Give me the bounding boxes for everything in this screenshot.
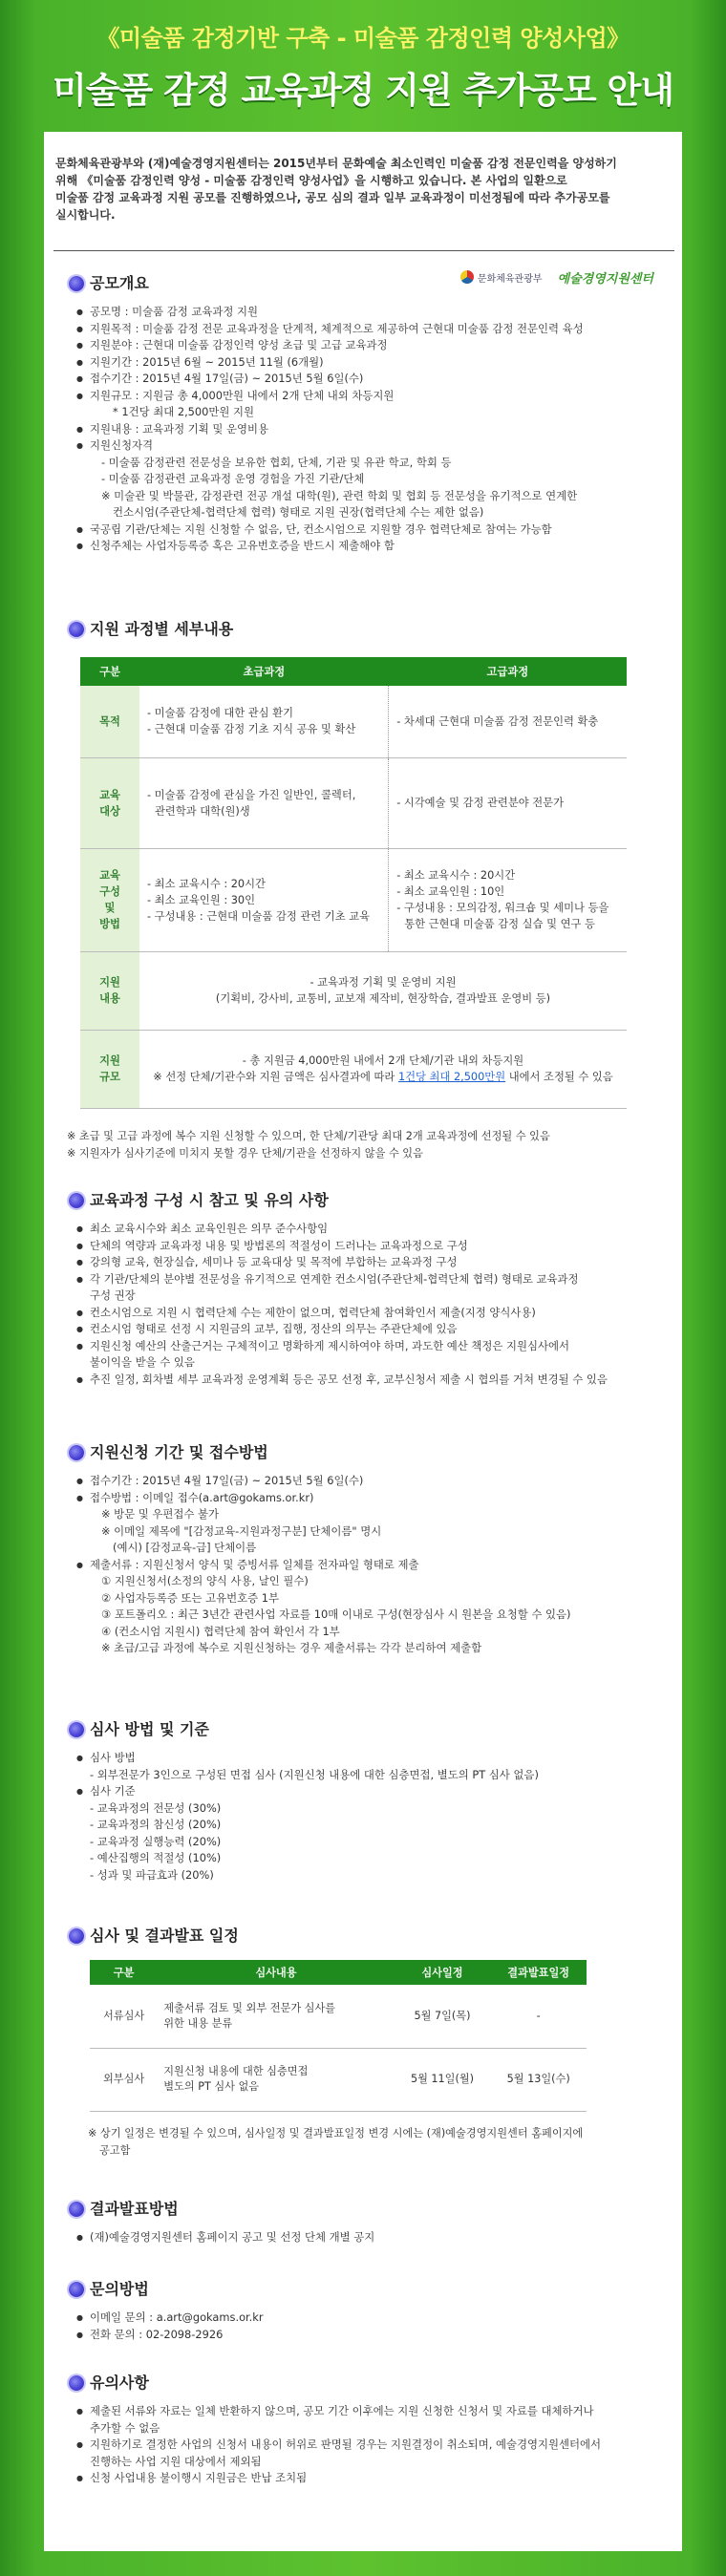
table-cell: - 차세대 근현대 미술품 감정 전문인력 확충 bbox=[389, 686, 627, 757]
row-header-line: 내용 bbox=[99, 992, 120, 1005]
overview-list bbox=[76, 304, 659, 555]
phone-contact: ● 전화 문의 : 02-2098-2926 bbox=[76, 2327, 659, 2344]
list-subitem: ④ (컨소시엄 지원시) 협력단체 참여 확인서 각 1부 bbox=[101, 1624, 340, 1638]
intro-line: 미술품 감정 교육과정 지원 공모를 진행하였으나, 공모 심의 결과 일부 교육과정이 미선정됨에 따라 추가공모를 bbox=[55, 191, 610, 204]
cell-line: (기획비, 강사비, 교통비, 교보재 제작비, 현장학습, 결과발표 운영비 등) bbox=[215, 992, 551, 1005]
section-title bbox=[67, 2373, 659, 2394]
row-header-line: 방법 bbox=[99, 918, 120, 930]
row-header-line: 교육 bbox=[99, 869, 120, 882]
list-subitem: - 교육과정 실행능력 (20%) bbox=[90, 1834, 222, 1848]
announcement-list bbox=[76, 2229, 659, 2246]
list-item: ● 접수방법 : 이메일 접수(a.art@gokams.or.kr) bbox=[76, 1490, 659, 1507]
column-header: 심사내용 bbox=[158, 1960, 394, 1985]
content-panel bbox=[44, 132, 682, 2551]
section-title-text: 교육과정 구성 시 참고 및 유의 사항 bbox=[90, 1191, 329, 1209]
list-item: ● 지원분야 : 근현대 미술품 감정인력 양성 초급 및 고급 교육과정 bbox=[76, 337, 659, 354]
list-item: ● 제출서류 : 지원신청서 양식 및 증빙서류 일체를 전자파일 형태로 제출 bbox=[76, 1557, 659, 1574]
burst-icon bbox=[69, 2202, 84, 2217]
list-item: ● 공모명 : 미술품 감정 교육과정 지원 bbox=[76, 304, 659, 321]
section-title bbox=[67, 1926, 659, 1947]
list-subitem: 컨소시엄(주관단체-협력단체 협력) 형태로 지원 권장(협력단체 수는 제한 없음) bbox=[113, 505, 484, 519]
schedule-table bbox=[90, 1960, 587, 2112]
burst-icon bbox=[69, 1722, 84, 1737]
table-cell: 5월 11일(월) bbox=[395, 2048, 491, 2111]
cell-line: 제출서류 검토 및 외부 전문가 심사를 bbox=[163, 2001, 336, 2014]
section-title-text: 결과발표방법 bbox=[90, 2200, 179, 2218]
table-cell: 서류심사 bbox=[90, 1985, 158, 2048]
column-header: 고급과정 bbox=[389, 657, 627, 686]
row-header-line: 및 bbox=[104, 902, 116, 914]
list-item: ● 최소 교육시수와 최소 교육인원은 의무 준수사항임 bbox=[76, 1221, 659, 1238]
row-header bbox=[80, 951, 139, 1030]
list-subitem: ① 지원신청서(소정의 양식 사용, 날인 필수) bbox=[101, 1574, 309, 1587]
notices-list bbox=[76, 2403, 659, 2487]
cell-line: - 최소 교육시수 : 20시간 bbox=[147, 877, 266, 890]
table-header-row bbox=[90, 1960, 587, 1985]
cell-line: 지원신청 내용에 대한 심층면접 bbox=[163, 2065, 309, 2077]
page-title: 미술품 감정 교육과정 지원 추가공모 안내 bbox=[52, 70, 674, 111]
list-item: ● 지원내용 : 교육과정 기획 및 운영비용 bbox=[76, 421, 659, 438]
cell-line: 관련학과 대학(원)생 bbox=[155, 804, 250, 818]
list-subitem: ② 사업자등록증 또는 고유번호증 1부 bbox=[101, 1590, 279, 1605]
section-guidelines bbox=[67, 1190, 659, 1388]
list-subitem: ※ 미술관 및 박물관, 감정관련 전공 개설 대학(원), 관련 학회 및 협회 등 전문성을 유기적으로 연계한 bbox=[101, 488, 578, 502]
intro-text bbox=[55, 155, 676, 224]
page-header bbox=[0, 0, 726, 126]
list-subitem: ※ 초급/고급 과정에 복수로 지원신청하는 경우 제출서류는 각각 분리하여 제출함 bbox=[101, 1641, 482, 1654]
cell-line bbox=[147, 1069, 619, 1085]
contact-list bbox=[76, 2310, 659, 2343]
list-subitem: 추가할 수 없음 bbox=[90, 2420, 160, 2435]
list-item: ● 컨소시엄 형태로 선정 시 지원금의 교부, 집행, 정산의 의무는 주관단체에 있음 bbox=[76, 1321, 659, 1338]
note-line: ※ 초급 및 고급 과정에 복수 지원 신청할 수 있으며, 한 단체/기관당 최대 2개 교육과정에 선정될 수 있음 bbox=[67, 1129, 550, 1142]
row-header bbox=[80, 757, 139, 848]
gokams-logo: 예술경영지원센터 bbox=[557, 271, 653, 287]
section-review bbox=[67, 1719, 659, 1884]
row-header-line: 규모 bbox=[99, 1071, 120, 1083]
burst-icon bbox=[69, 2282, 84, 2297]
mcst-logo-text: 문화체육관광부 bbox=[477, 273, 543, 285]
schedule-note bbox=[88, 2125, 659, 2160]
cell-line: - 근현대 미술품 감정 기초 지식 공유 및 확산 bbox=[147, 723, 356, 736]
column-header: 구분 bbox=[80, 657, 139, 686]
list-subitem: ※ 이메일 제목에 "[감정교육-지원과정구분] 단체이름" 명시 bbox=[101, 1523, 382, 1538]
section-title-text: 공모개요 bbox=[90, 274, 149, 292]
column-header: 초급과정 bbox=[139, 657, 389, 686]
table-cell bbox=[139, 951, 627, 1030]
table-row bbox=[90, 2048, 587, 2111]
section-title-text: 심사 방법 및 기준 bbox=[90, 1720, 209, 1738]
list-subitem: 구성 권장 bbox=[90, 1288, 136, 1302]
list-subitem: (예시) [감정교육-급] 단체이름 bbox=[113, 1541, 257, 1554]
note-line: ※ 상기 일정은 변경될 수 있으며, 심사일정 및 결과발표일정 변경 시에는 (재)예술경영지원센터 홈페이지에 bbox=[88, 2126, 584, 2140]
list-subitem: - 성과 및 파급효과 (20%) bbox=[90, 1867, 214, 1882]
section-schedule bbox=[67, 1926, 659, 2160]
highlight-text: 1건당 최대 2,500만원 bbox=[397, 1071, 506, 1083]
table-cell bbox=[158, 2048, 394, 2111]
list-item: ● 각 기관/단체의 분야별 전문성을 유기적으로 연계한 컨소시엄(주관단체-협력단체 협력) 형태로 교육과정 bbox=[76, 1271, 659, 1288]
list-subitem: - 예산집행의 적절성 (10%) bbox=[90, 1851, 222, 1864]
list-item: ● 신청주체는 사업자등록증 혹은 고유번호증을 반드시 제출해야 함 bbox=[76, 538, 659, 555]
guidelines-list bbox=[76, 1221, 659, 1388]
section-course-details bbox=[67, 619, 659, 1162]
course-table bbox=[80, 657, 627, 1109]
list-item: ● 접수기간 : 2015년 4월 17일(금) ~ 2015년 5월 6일(수) bbox=[76, 371, 659, 388]
burst-icon bbox=[69, 1445, 84, 1460]
cell-line: 위한 내용 분류 bbox=[163, 2016, 233, 2030]
section-title bbox=[67, 2279, 659, 2300]
list-subitem: - 미술품 감정관련 전문성을 보유한 협회, 단체, 기관 및 유관 학교, 학회 등 bbox=[101, 455, 452, 469]
note-line: ※ 지원자가 심사기준에 미치지 못할 경우 단체/기관을 선정하지 않을 수 있음 bbox=[67, 1146, 423, 1160]
column-header: 결과발표일정 bbox=[490, 1960, 587, 1985]
table-row bbox=[80, 951, 627, 1030]
list-item: ● 지원신청자격 bbox=[76, 437, 659, 455]
list-item: ● 강의형 교육, 현장실습, 세미나 등 교육대상 및 목적에 부합하는 교육과정 구성 bbox=[76, 1254, 659, 1271]
section-title bbox=[67, 273, 659, 294]
section-contact bbox=[67, 2279, 659, 2343]
list-item: ● 컨소시엄으로 지원 시 협력단체 수는 제한이 없으며, 협력단체 참여확인서 제출(지정 양식사용) bbox=[76, 1305, 659, 1322]
table-cell bbox=[139, 1030, 627, 1108]
notes bbox=[67, 1128, 659, 1162]
table-row bbox=[80, 757, 627, 848]
list-subitem: ③ 포트폴리오 : 최근 3년간 관련사업 자료를 10매 이내로 구성(현장심사 시 원본을 요청할 수 있음) bbox=[101, 1607, 571, 1621]
section-title-text: 지원신청 기간 및 접수방법 bbox=[90, 1443, 268, 1461]
table-cell: 5월 13일(수) bbox=[490, 2048, 587, 2111]
section-application bbox=[67, 1442, 659, 1657]
list-item: ● 국공립 기관/단체는 지원 신청할 수 없음, 단, 컨소시엄으로 지원할 경우 협력단체로 참여는 가능함 bbox=[76, 522, 659, 539]
list-item: ● 지원목적 : 미술품 감정 전문 교육과정을 단계적, 체계적으로 제공하여 근현대 미술품 감정 전문인력 육성 bbox=[76, 321, 659, 338]
table-cell: - bbox=[490, 1985, 587, 2048]
cell-line: - 최소 교육시수 : 20시간 bbox=[396, 869, 516, 882]
section-overview bbox=[67, 273, 659, 555]
table-cell bbox=[158, 1985, 394, 2048]
row-header-line: 지원 bbox=[99, 1054, 120, 1067]
table-cell bbox=[389, 848, 627, 951]
burst-icon bbox=[69, 1928, 84, 1944]
list-item: ● 심사 방법 bbox=[76, 1750, 659, 1767]
table-row bbox=[80, 848, 627, 951]
intro-line: 문화체육관광부와 (재)예술경영지원센터는 2015년부터 문화예술 최소인력인 미술품 감정 전문인력을 양성하기 bbox=[55, 157, 617, 170]
list-item: ● 신청 사업내용 불이행시 지원금은 반납 조치됨 bbox=[76, 2470, 659, 2487]
table-row bbox=[80, 1030, 627, 1108]
row-header-line: 지원 bbox=[99, 976, 120, 989]
section-title-text: 지원 과정별 세부내용 bbox=[90, 620, 234, 638]
section-title-text: 심사 및 결과발표 일정 bbox=[90, 1927, 239, 1945]
table-cell bbox=[139, 848, 389, 951]
burst-icon bbox=[69, 2375, 84, 2391]
list-subitem: ※ 방문 및 우편접수 불가 bbox=[101, 1507, 220, 1521]
row-header-line: 교육 bbox=[99, 788, 120, 801]
list-subitem: - 교육과정의 전문성 (30%) bbox=[90, 1800, 222, 1815]
note-line: 공고함 bbox=[99, 2143, 131, 2157]
cell-line: - 구성내용 : 근현대 미술품 감정 관련 기초 교육 bbox=[147, 909, 371, 923]
list-item: ● 심사 기준 bbox=[76, 1783, 659, 1800]
list-item: ● 단체의 역량과 교육과정 내용 및 방법론의 적절성이 드러나는 교육과정으로 구성 bbox=[76, 1238, 659, 1255]
row-header: 목적 bbox=[80, 686, 139, 757]
cell-line: - 미술품 감정에 대한 관심 환기 bbox=[147, 707, 293, 720]
list-subitem: * 1건당 최대 2,500만원 지원 bbox=[113, 405, 255, 418]
list-item: ● 지원하기로 결정한 사업의 신청서 내용이 허위로 판명될 경우는 지원결정이 취소되며, 예술경영지원센터에서 bbox=[76, 2437, 659, 2454]
burst-icon bbox=[69, 276, 84, 291]
cell-line: 별도의 PT 심사 없음 bbox=[163, 2080, 260, 2093]
page-subtitle: 《미술품 감정기반 구축 - 미술품 감정인력 양성사업》 bbox=[96, 25, 630, 52]
list-subitem: - 미술품 감정관련 교육과정 운영 경험을 가진 기관/단체 bbox=[101, 472, 365, 485]
cell-line: - 최소 교육인원 : 30인 bbox=[147, 893, 256, 906]
cell-line: - 최소 교육인원 : 10인 bbox=[396, 885, 505, 898]
section-title bbox=[67, 2199, 659, 2220]
list-item: ● (재)예술경영지원센터 홈페이지 공고 및 선정 단체 개별 공지 bbox=[76, 2229, 659, 2246]
list-subitem: 불이익을 받을 수 있음 bbox=[90, 1355, 195, 1369]
row-header-line: 구성 bbox=[99, 885, 120, 898]
list-subitem: - 외부전문가 3인으로 구성된 면접 심사 (지원신청 내용에 대한 심층면접, 별도의 PT 심사 없음) bbox=[90, 1767, 539, 1781]
section-notices bbox=[67, 2373, 659, 2487]
row-header bbox=[80, 848, 139, 951]
cell-text: 내에서 조정될 수 있음 bbox=[505, 1071, 613, 1083]
list-subitem: - 교육과정의 참신성 (20%) bbox=[90, 1818, 222, 1831]
cell-text: ※ 선정 단체/기관수와 지원 금액은 심사결과에 따라 bbox=[153, 1071, 398, 1083]
cell-line: - 미술품 감정에 관심을 가진 일반인, 콜렉터, bbox=[147, 788, 356, 801]
cell-line: - 총 지원금 4,000만원 내에서 2개 단체/기관 내외 차등지원 bbox=[242, 1054, 524, 1067]
cell-line: - 구성내용 : 모의감정, 워크숍 및 세미나 등을 bbox=[396, 902, 609, 914]
table-cell: - 시각예술 및 감정 관련분야 전문가 bbox=[389, 757, 627, 848]
table-header-row bbox=[80, 657, 627, 686]
list-item: ● 추진 일정, 회차별 세부 교육과정 운영계획 등은 공모 선정 후, 교부신청서 제출 시 협의를 거쳐 변경될 수 있음 bbox=[76, 1372, 659, 1389]
row-header bbox=[80, 1030, 139, 1108]
section-announcement bbox=[67, 2199, 659, 2246]
section-title-text: 유의사항 bbox=[90, 2374, 149, 2392]
list-item: ● 제출된 서류와 자료는 일체 반환하지 않으며, 공모 기간 이후에는 지원 신청한 신청서 및 자료를 대체하거나 bbox=[76, 2403, 659, 2420]
table-cell: 외부심사 bbox=[90, 2048, 158, 2111]
cell-line: 통한 근현대 미술품 감정 실습 및 연구 등 bbox=[404, 918, 595, 930]
table-cell bbox=[139, 757, 389, 848]
section-title-text: 문의방법 bbox=[90, 2280, 149, 2298]
divider bbox=[53, 250, 674, 251]
section-title bbox=[67, 1190, 659, 1211]
section-title bbox=[67, 619, 659, 640]
intro-line: 위해 《미술품 감정인력 양성 - 미술품 감정인력 양성사업》을 시행하고 있습니다. 본 사업의 일환으로 bbox=[55, 174, 567, 187]
cell-line: - 교육과정 기획 및 운영비 지원 bbox=[310, 976, 457, 989]
table-row bbox=[90, 1985, 587, 2048]
table-row bbox=[80, 686, 627, 757]
review-list bbox=[76, 1750, 659, 1884]
column-header: 구분 bbox=[90, 1960, 158, 1985]
column-header: 심사일정 bbox=[395, 1960, 491, 1985]
application-list bbox=[76, 1473, 659, 1657]
list-subitem: 진행하는 사업 지원 대상에서 제외됨 bbox=[90, 2454, 262, 2468]
section-title bbox=[67, 1442, 659, 1463]
section-title bbox=[67, 1719, 659, 1740]
list-item: ● 지원기간 : 2015년 6월 ~ 2015년 11월 (6개월) bbox=[76, 354, 659, 372]
list-item: ● 지원규모 : 지원금 총 4,000만원 내에서 2개 단체 내외 차등지원 bbox=[76, 388, 659, 405]
email-contact: ● 이메일 문의 : a.art@gokams.or.kr bbox=[76, 2310, 659, 2327]
intro-line: 실시합니다. bbox=[55, 208, 116, 222]
burst-icon bbox=[69, 1193, 84, 1208]
row-header-line: 대상 bbox=[99, 804, 120, 818]
burst-icon bbox=[69, 622, 84, 637]
table-cell: 5월 7일(목) bbox=[395, 1985, 491, 2048]
table-cell bbox=[139, 686, 389, 757]
list-item: ● 지원신청 예산의 산출근거는 구체적이고 명확하게 제시하여야 하며, 과도한 예산 책정은 지원심사에서 bbox=[76, 1338, 659, 1355]
list-item: ● 접수기간 : 2015년 4월 17일(금) ~ 2015년 5월 6일(수) bbox=[76, 1473, 659, 1490]
